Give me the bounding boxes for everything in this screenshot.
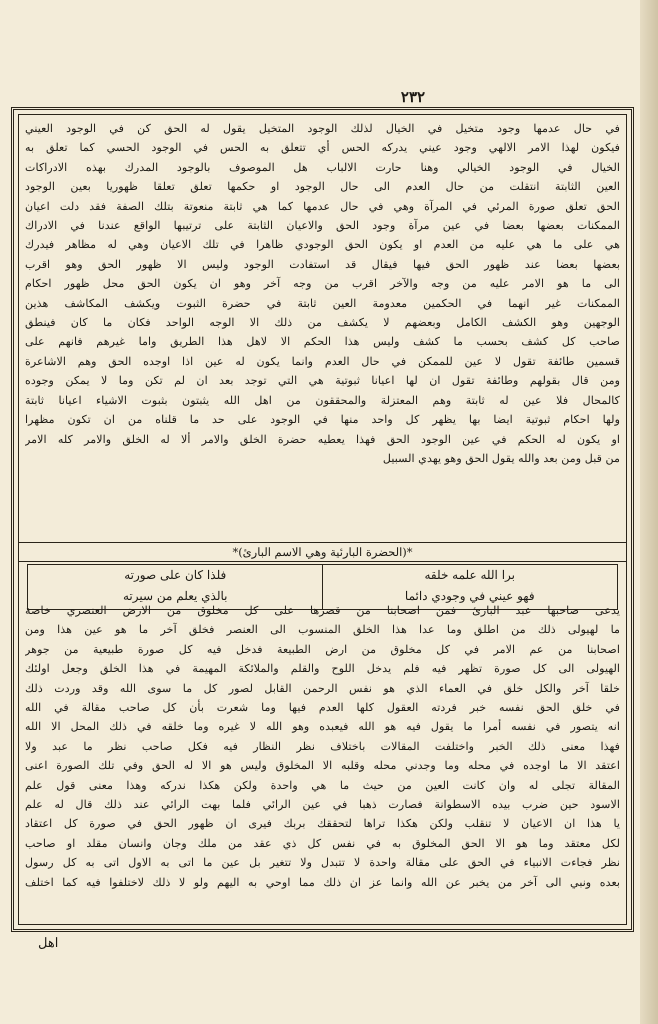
text-line: نظر فجاءت الانبياء في الحق على مقالة واحدة لا تتبدل ولا تتغير بل عين ما اتى به الاول اتى به كل رسول <box>25 856 620 870</box>
text-line: الخيال في الوجود الخيالي وهنا حارت الالباب هل الموصوف بالوجود المدرك بهذه الادراكات <box>25 160 620 174</box>
verse-line: فلذا كان على صورته <box>124 568 227 582</box>
text-line: المقالة تجلى له وان كانت العين من حيث ما هي واحدة ولكن هكذا ندركه وهذا معنى قول علم <box>25 778 620 792</box>
text-line: بعضها بعضا عند ظهور الحق فيها فيقال قد استفادت الوجود وليس الا ظهور الحق وهو اقرب <box>25 257 620 271</box>
text-line: قسمين طائفة تقول لا عين للممكن في حال العدم وانما يكون له عين اذا اوجده الحق وهم الاشاعرة <box>25 354 620 368</box>
text-line: اعتقد الا ما اوجده في محله وما وجدني محله وقلبه الا المخلوق وليس هو الا له الحق وفي تلك الصورة اعنى <box>25 759 620 773</box>
section-heading: *(الحضرة البارئية وهي الاسم البارئ)* <box>19 542 626 562</box>
text-frame <box>11 107 634 932</box>
text-line: هي على ما هي عليه من العدم او يكون الحق الوجودي ظاهرا في تلك الاعيان وهي له مظاهر فيدرك <box>25 238 620 252</box>
text-line: ما لهيولى ذلك من اطلق وما عدا هذا الخلق المنسوب الى العنصر فخلق آخر ما هو عين هذا ومن <box>25 623 620 637</box>
verse-line: برا الله علمه خلقه <box>424 568 516 582</box>
catchword: اهل <box>38 936 59 951</box>
text-line: من قبل ومن بعد والله يقول الحق وهو يهدي السبيل <box>382 451 620 465</box>
text-line: يدعى صاحبها عبد البارئ فمن اصحابنا من قصرها على كل مخلوق من الارض العنصري خاصة <box>25 604 620 617</box>
text-line: الهيولى الى كل صورة تظهر فيه فلم يدخل اللوح والقلم والملائكة المهيمة في هذا الخلق وجعل اولئك <box>25 662 620 676</box>
text-line: الحق تعلق صورة المرئي في المرآة وهي في حال عدمها كما هي ثابتة منعوتة بتلك الصفة فقد دلت اعيان <box>25 199 620 213</box>
page-number: ٢٣٢ <box>400 88 426 106</box>
text-line: الممكنات غير انهما في الحكمين معدومة العين ثابتة في حضرة الثبوت ويكشف المكاشف هذين <box>25 296 620 310</box>
text-line: فيكون لهذا الامر الالهي وجود عيني يدركه الحس أي تتعلق به الحس في الوجود الحسي كما تعلق به <box>25 141 620 155</box>
text-line: العين الثابتة انتقلت من حال العدم الى حال الوجود او حكمها تعلق تعلقا ظهوريا بعين الوجود <box>25 180 620 194</box>
text-line: او يكون له الحكم في عين الوجود الحق فهذا يعطيه حضرة الخلق والامر ألا له الخلق والامر كله الامر <box>25 432 620 446</box>
text-line: لكل معتقد وما هو الا الحق المخلوق به في نفس كل ذي عقد من ملك وجان وانسان مقلد او صاحب <box>25 836 620 850</box>
text-line: يا هذا ان الاعيان لا تنقلب ولكن هكذا تراها لتحققك بربك فيرى ان ظهور الحق في صورة كل اعتقاد <box>25 817 620 831</box>
text-line: الممكنات بعضها بعضا في عين مرآة وجود الحق والاعيان الثابتة على ترتيبها الواقع عندنا في الادراك <box>25 219 620 233</box>
text-line: الوجهين وهو الكشف الكامل وبعضهم لا يكشف من ذلك الا الوجه الواحد فكان ما كان فينطق <box>25 316 620 330</box>
text-line: كالمحال فلا عين له ثابتة وهم المعتزلة والمحققون من اهل الله يثبتون بثبوت الاشياء اعيانا ثابتة <box>25 393 620 407</box>
text-line: ولها احكام ثبوتية ايضا بها يظهر كل واحد منها في الوجود على حد ما قلناه من ان تكون مظهرا <box>25 413 620 427</box>
text-line: فهذا معنى ذلك الخبر واختلفت المقالات باختلاف نظر النظار فيه فكل صاحب نظر ما عبد ولا <box>25 739 620 753</box>
text-line: ومن قال بقولهم وطائفة تقول ان لها اعيانا ثبوتية هي التي توجد بعد ان لم تكن وما لا يمكن وجوده <box>25 374 620 388</box>
inner-frame <box>18 114 627 925</box>
text-line: انه يتصور في نفسه أمرا ما يقول فيه هو الله فيعبده وهو الله لا غيره وما خلقه في ذلك المحل الا الله <box>25 720 620 734</box>
text-line: بعده ونبي الى آخر من يخبر عن الله وانما عز ان ذلك مما اوحي به اليهم ولو لا ذلك لاختلفوا فيه كما اختلف <box>25 875 620 889</box>
text-line: اصحابنا من عم الامر في كل مخلوق من ارض الطبيعة فدخل فيه كل صورة طبيعية من جوهر <box>25 642 620 656</box>
top-text-block <box>25 119 620 549</box>
text-line: خلقا آخر والكل خلق في العماء الذي هو نفس الرحمن القابل لصور كل ما سوى الله وقد وردت ذلك <box>25 681 620 695</box>
text-line: صاحب كل كشف بحسب ما كشف وليس هذا الحكم الا لاهل هذا الطريق واما غيرهم فانهم على <box>25 335 620 349</box>
page-edge-shadow <box>640 0 658 1024</box>
text-line: في خلق الحق نفسه خبر فردته العقول كلها العدم فيها وما شعرت بأن كل صاحب مقالة في الله <box>25 701 620 715</box>
text-line: الى ما هو الامر عليه من وجه والآخر اقرب من وجه آخر وهو ان يكون الحق محل ظهور احكام <box>25 277 620 291</box>
bottom-text-block <box>25 601 620 931</box>
text-line: الاسود حين ضرب بيده الاسطوانة فصارت ذهبا في عين الرائي فلما بهت الرائي عند ذلك قال له علم <box>25 798 620 812</box>
text-line: في حال عدمها وجود متخيل في الخيال لذلك الوجود المتخيل يقول له الحق كن في الوجود العيني <box>25 122 620 135</box>
verse-line: فهو عيني في وجودي دائما <box>404 589 535 603</box>
verse-line: بالذي يعلم من سيرته <box>122 589 228 603</box>
